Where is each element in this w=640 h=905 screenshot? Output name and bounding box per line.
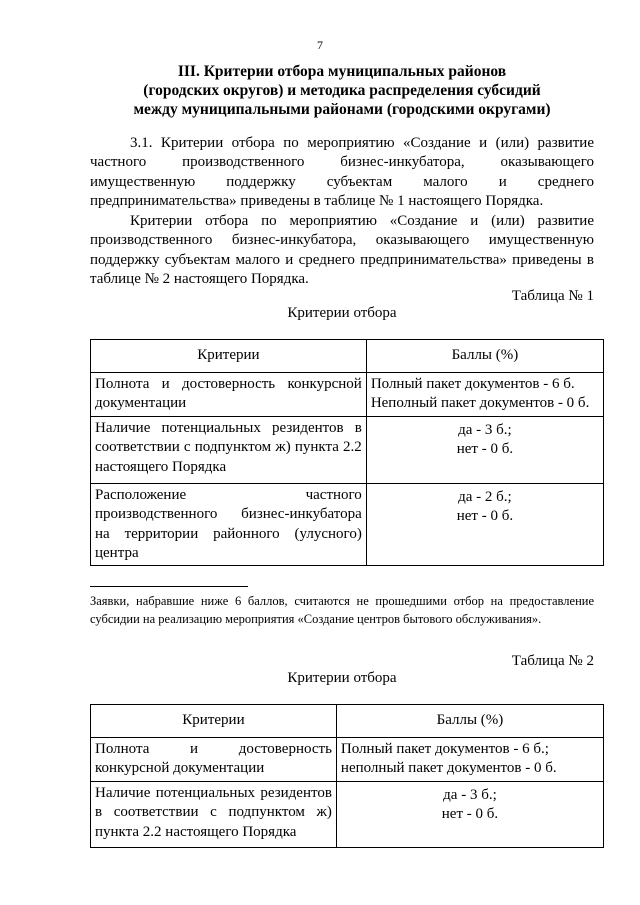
criterion-cell — [91, 782, 337, 848]
heading-line: III. Критерии отбора муниципальных районов — [177, 63, 507, 80]
cell-line: Наличие потенциальных резидентов — [95, 785, 332, 801]
cell-line: настоящего Порядка — [95, 458, 227, 475]
footnote-divider — [90, 586, 248, 587]
heading-line: (городских округов) и методика распределения субсидий — [143, 82, 541, 99]
cell-line: неполный пакет документов - 0 б. — [340, 760, 557, 777]
paragraph-line: производственного бизнес-инкубатора, оказывающего имущественную — [90, 232, 594, 249]
section-heading — [90, 62, 594, 119]
paragraph-line: таблице № 2 настоящего Порядка. — [90, 271, 309, 288]
paragraph-line: частного производственного бизнес-инкубатора, оказывающего — [90, 154, 594, 171]
points-cell — [366, 483, 603, 566]
cell-line: да - 3 б.; — [443, 787, 497, 803]
cell-line: соответствии с подпунктом ж) пункта 2.2 — [95, 439, 362, 456]
criteria-table-1 — [90, 339, 604, 566]
table1-subtitle: Критерии отбора — [287, 305, 397, 321]
cell-line: конкурсной документации — [95, 760, 265, 777]
points-cell — [366, 416, 603, 483]
cell-line: центра — [95, 545, 139, 562]
header-points: Баллы (%) — [336, 705, 603, 738]
cell-line: нет - 0 б. — [456, 508, 514, 525]
table-row — [91, 738, 604, 782]
criterion-cell — [91, 373, 367, 417]
table-header-row — [91, 340, 604, 373]
header-points: Баллы (%) — [366, 340, 603, 373]
paragraph-line: имущественную поддержку субъектам малого и среднего — [90, 173, 594, 190]
heading-line: между муниципальными районами (городскими округами) — [133, 101, 551, 118]
points-cell — [336, 738, 603, 782]
criterion-cell — [91, 416, 367, 483]
criterion-cell — [91, 483, 367, 566]
paragraph-line: 3.1. Критерии отбора по мероприятию «Создание и (или) развитие — [130, 135, 594, 151]
paragraph-criteria-2 — [90, 212, 594, 290]
cell-line: Полный пакет документов - 6 б. — [370, 376, 575, 392]
header-criteria: Критерии — [91, 340, 367, 373]
cell-line: Полнота и достоверность — [95, 741, 332, 757]
table-row — [91, 483, 604, 566]
page-number: 7 — [317, 38, 323, 52]
paragraph-line: поддержку субъектам малого и среднего предпринимательства» приведены в — [90, 251, 594, 268]
cell-line: производственного бизнес-инкубатора — [95, 506, 362, 523]
table-header-row — [91, 705, 604, 738]
cell-line: да - 3 б.; — [458, 421, 512, 438]
cell-line: пункта 2.2 настоящего Порядка — [95, 823, 297, 840]
cell-line: Полнота и достоверность конкурсной — [95, 376, 362, 392]
cell-line: Полный пакет документов - 6 б.; — [340, 741, 549, 757]
cell-line: Неполный пакет документов - 0 б. — [370, 395, 590, 412]
table2-caption: Таблица № 2 — [511, 653, 594, 669]
footnote-line: Заявки, набравшие ниже 6 баллов, считаются не прошедшими отбор на предоставление — [90, 594, 594, 608]
table2-subtitle: Критерии отбора — [287, 670, 397, 686]
cell-line: нет - 0 б. — [456, 441, 514, 458]
cell-line: в соответствии с подпунктом ж) — [95, 804, 332, 821]
criteria-table-2 — [90, 704, 604, 848]
cell-line: да - 2 б.; — [458, 488, 512, 505]
cell-line: документации — [95, 395, 187, 412]
cell-line: Расположение частного — [95, 486, 362, 503]
points-cell — [336, 782, 603, 848]
cell-line: на территории районного (улусного) — [95, 525, 362, 542]
table-row — [91, 782, 604, 848]
paragraph-line: предпринимательства» приведены в таблице № 1 настоящего Порядка. — [90, 193, 544, 210]
points-cell — [366, 373, 603, 417]
header-criteria: Критерии — [91, 705, 337, 738]
table-row — [91, 416, 604, 483]
paragraph-line: Критерии отбора по мероприятию «Создание и (или) развитие — [130, 213, 594, 229]
paragraph-3-1 — [90, 134, 594, 212]
cell-line: нет - 0 б. — [441, 806, 499, 823]
table1-caption: Таблица № 1 — [511, 288, 594, 304]
footnote-line: субсидии на реализацию мероприятия «Создание центров бытового обслуживания». — [90, 612, 542, 626]
table-row — [91, 373, 604, 417]
footnote — [90, 592, 594, 628]
cell-line: Наличие потенциальных резидентов в — [95, 419, 362, 436]
criterion-cell — [91, 738, 337, 782]
